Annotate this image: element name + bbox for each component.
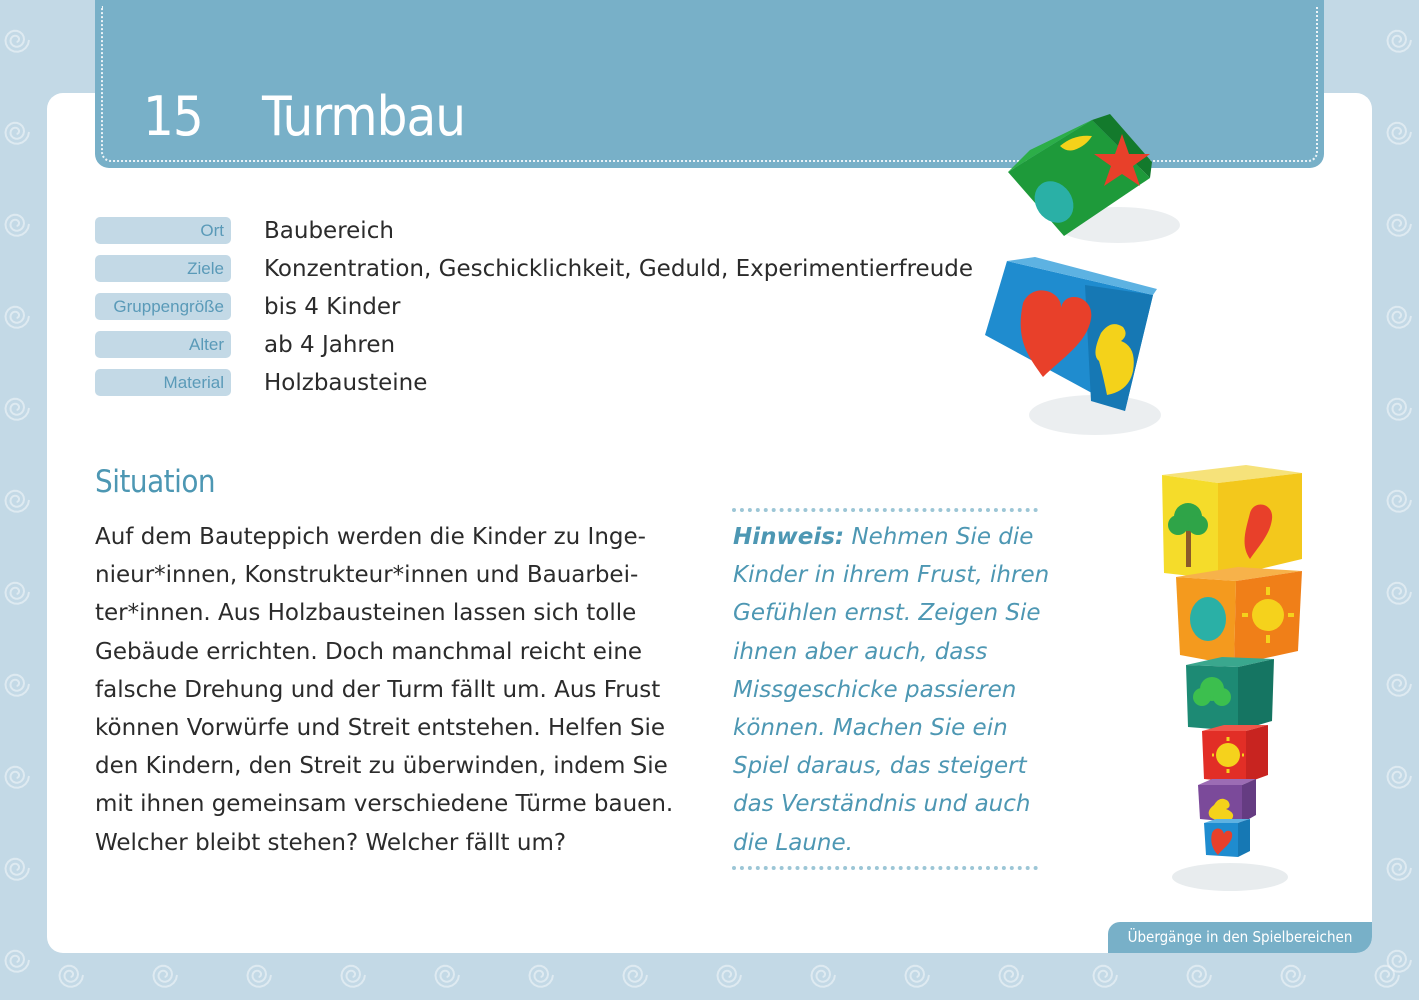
swirl-icon [6,767,30,788]
info-table [95,214,995,404]
hint-text [733,518,1050,862]
hint-line: das Verständnis und auch [733,791,1031,818]
swirl-icon [1388,123,1412,144]
info-row-material [95,366,995,404]
text-line: falsche Drehung und der Turm fällt um. Aus Frust [95,676,661,703]
swirl-icon [718,966,742,987]
swirl-icon [1388,859,1412,880]
text-line: ter*innen. Aus Holzbausteinen lassen sich tolle [95,600,637,627]
text-line: können Vorwürfe und Streit entstehen. Helfen Sie [95,715,666,742]
hint-box [732,508,1050,870]
footer-section-tab: Übergänge in den Spielbereichen [1108,922,1372,953]
info-label: Ort [95,217,231,244]
info-value: ab 4 Jahren [264,332,396,358]
info-label: Gruppengröße [95,293,231,320]
page-title: Turmbau [262,85,466,148]
swirl-icon [6,675,30,696]
hint-divider-top [732,508,1038,512]
hint-keyword: Hinweis: [733,524,845,550]
swirl-icon [6,491,30,512]
text-line: Welcher bleibt stehen? Welcher fällt um? [95,829,567,856]
section-heading: Situation [95,464,216,500]
swirl-icon [1388,307,1412,328]
swirl-icon [1388,675,1412,696]
hint-line: Gefühlen ernst. Zeigen Sie [733,600,1041,627]
swirl-icon [248,966,272,987]
swirl-icon [1388,767,1412,788]
info-row-goals [95,252,995,290]
info-label: Alter [95,331,231,358]
swirl-icon [6,859,30,880]
info-label: Ziele [95,255,231,282]
text-line: mit ihnen gemeinsam verschiedene Türme bauen. [95,791,674,818]
swirl-icon [6,31,30,52]
swirl-icon [812,966,836,987]
swirl-icon [1188,966,1212,987]
swirl-icon [1388,399,1412,420]
swirl-icon [6,123,30,144]
hint-line: Nehmen Sie die [851,524,1034,550]
toy-block-tower [1150,455,1320,900]
text-line: Auf dem Bauteppich werden die Kinder zu Inge- [95,524,646,550]
hint-line: können. Machen Sie ein [733,715,1008,742]
swirl-icon [906,966,930,987]
info-value: Konzentration, Geschicklichkeit, Geduld, Experimentierfreude [264,256,974,282]
swirl-icon [624,966,648,987]
info-value: Baubereich [264,218,394,244]
swirl-icon [1282,966,1306,987]
situation-text [95,518,675,862]
toy-block-icon [1000,110,1190,260]
info-value: Holzbausteine [264,370,428,396]
info-row-age [95,328,995,366]
hint-first-line [733,518,1043,556]
swirl-icon [6,399,30,420]
hint-divider-bottom [732,866,1038,870]
text-line: Gebäude errichten. Doch manchmal reicht eine [95,638,643,665]
info-row-location [95,214,995,252]
swirl-icon [1388,31,1412,52]
swirl-icon [530,966,554,987]
hint-line: Missgeschicke passieren [733,676,1017,703]
swirl-icon [6,307,30,328]
info-row-group-size [95,290,995,328]
toy-block-icon [975,255,1175,445]
swirl-icon [6,951,30,972]
info-value: bis 4 Kinder [264,294,401,320]
info-label: Material [95,369,231,396]
swirl-icon [60,966,84,987]
swirl-icon [1000,966,1024,987]
hint-line: Kinder in ihrem Frust, ihren [733,562,1050,589]
swirl-icon [1388,215,1412,236]
text-line: den Kindern, den Streit zu überwinden, indem Sie [95,753,668,780]
swirl-icon [1388,583,1412,604]
text-line: nieur*innen, Konstrukteur*innen und Bauarbei- [95,562,639,589]
hint-line: die Laune. [733,829,853,856]
hint-line: Spiel daraus, das steigert [733,753,1027,780]
hint-line: ihnen aber auch, dass [733,638,988,665]
swirl-icon [436,966,460,987]
swirl-icon [154,966,178,987]
swirl-icon [1094,966,1118,987]
game-number: 15 [143,85,203,148]
circle-icon [1190,597,1226,641]
swirl-icon [1388,491,1412,512]
swirl-icon [6,215,30,236]
swirl-icon [1376,966,1400,987]
swirl-icon [6,583,30,604]
swirl-icon [342,966,366,987]
